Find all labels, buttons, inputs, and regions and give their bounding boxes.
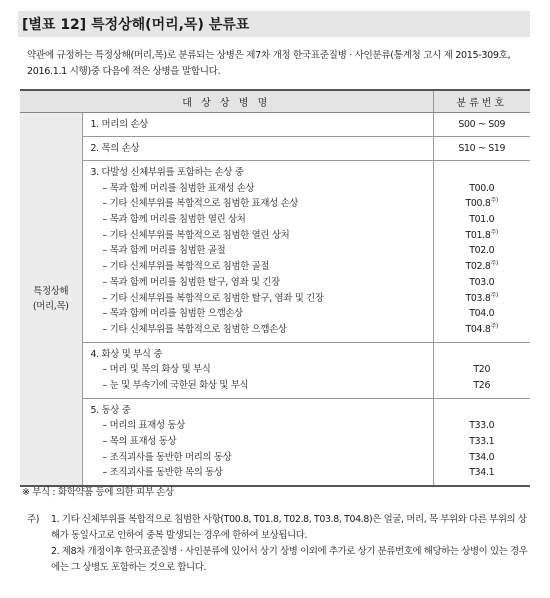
group-code-cell <box>433 342 530 398</box>
footnote-1 <box>27 512 532 544</box>
page-title: [별표 12] 특정상해(머리,목) 분류표 <box>22 17 250 33</box>
sub-item-code-wrap <box>434 212 531 228</box>
footnote-mark <box>27 544 51 576</box>
sub-item-code-wrap <box>434 259 531 275</box>
table-row <box>20 342 530 398</box>
sub-item-name: – 머리 및 목의 화상 및 부식 <box>102 364 211 376</box>
footnote-2 <box>27 544 532 576</box>
sub-item-name: – 눈 및 부속기에 국한된 화상 및 부식 <box>102 379 249 391</box>
sub-item-name: – 기타 신체부위를 복합적으로 침범한 탈구, 염좌 및 긴장 <box>102 292 324 304</box>
group-name-cell <box>82 398 433 486</box>
sub-item-code: T01.8 <box>465 229 491 241</box>
sub-item-code: T02.8 <box>465 261 491 273</box>
group-code-cell <box>433 161 530 343</box>
footnote-ref: 주) <box>490 291 499 299</box>
category-label-line2: (머리,목) <box>32 301 69 313</box>
sub-item-code-wrap <box>434 306 531 322</box>
sub-item-name: – 기타 신체부위를 복합적으로 침범한 으깸손상 <box>102 323 287 335</box>
sub-item-name: – 기타 신체부위를 복합적으로 침범한 골절 <box>102 261 270 273</box>
sub-item-code: T33.1 <box>469 436 495 447</box>
footnotes <box>27 512 532 576</box>
intro-paragraph: 약관에 규정하는 특정상해(머리,목)로 분류되는 상병은 제7차 개정 한국표준질병 · 사인분류(통계청 고시 제 2015-309호, 2016.1.1 시행)중 다음에 적은 상병을 말합니다. <box>27 50 511 77</box>
group-code-cell <box>433 398 530 486</box>
group-code-cell <box>433 137 530 161</box>
table-row <box>20 137 530 161</box>
sub-item-name: – 머리의 표재성 동상 <box>102 420 185 432</box>
sub-item-code: T00.0 <box>469 182 495 194</box>
group-title: 4. 화상 및 부식 중 <box>90 348 163 360</box>
sub-item-code-wrap <box>434 228 531 244</box>
sub-item-code-wrap <box>434 465 531 481</box>
sub-item-name: – 목과 함께 머리를 침범한 탈구, 염좌 및 긴장 <box>102 276 280 288</box>
sub-item-name: – 기타 신체부위를 복합적으로 침범한 열린 상처 <box>102 229 290 241</box>
table-row <box>20 113 530 137</box>
group-title: 2. 목의 손상 <box>90 142 140 154</box>
sub-item-name: – 조직괴사를 동반한 목의 동상 <box>102 467 223 479</box>
group-name-cell <box>82 137 433 161</box>
title-bar <box>18 11 530 37</box>
footnote-text: 1. 기타 신체부위를 복합적으로 침범한 사항(T00.8, T01.8, T02.8, T03.8, T04.8)은 얼굴, 머리, 목 부위와 다른 부위의 상해가 동일사고로 인하여 중복 발생되는 경우에 한하여 보상됩니다. <box>51 514 527 541</box>
sub-item-code-wrap <box>434 275 531 291</box>
sub-item-code: T01.0 <box>469 214 495 226</box>
sub-item-code: T03.0 <box>469 276 495 288</box>
sub-item-name: – 목의 표재성 동상 <box>102 436 177 447</box>
sub-item-code: T26 <box>473 379 491 391</box>
sub-item-code-wrap <box>434 434 531 450</box>
sub-item-name: – 기타 신체부위를 복합적으로 침범한 표재성 손상 <box>102 198 299 210</box>
classification-table <box>20 89 530 487</box>
table-row <box>20 398 530 486</box>
group-title: 1. 머리의 손상 <box>90 118 148 130</box>
sub-item-name: – 목과 함께 머리를 침범한 열린 상처 <box>102 214 246 226</box>
sub-item-code-wrap <box>434 450 531 466</box>
sub-item-name: – 조직괴사를 동반한 머리의 동상 <box>102 451 232 463</box>
sub-item-code: T33.0 <box>469 420 495 432</box>
group-code: S00 ~ S09 <box>458 118 506 130</box>
sub-item-code-wrap <box>434 291 531 307</box>
footnote-ref: 주) <box>490 228 499 236</box>
sub-item-code: T00.8 <box>465 198 491 210</box>
footnote-ref: 주) <box>490 197 499 205</box>
header-disease-name: 대 상 상 병 명 <box>20 90 433 113</box>
sub-item-code: T04.0 <box>469 308 495 320</box>
category-cell <box>20 113 82 487</box>
sub-item-name: – 목과 함께 머리를 침범한 으깸손상 <box>102 308 243 320</box>
sub-item-code: T34.1 <box>469 467 495 479</box>
sub-item-code: T34.0 <box>469 451 495 463</box>
group-name-cell <box>82 161 433 343</box>
sub-item-code-wrap <box>434 196 531 212</box>
sub-item-code: T04.8 <box>465 323 491 335</box>
sub-item-code-wrap <box>434 181 531 197</box>
sub-item-code: T03.8 <box>465 292 491 304</box>
group-name-cell <box>82 342 433 398</box>
header-classification-code: 분류번호 <box>433 90 530 113</box>
sub-item-code-wrap <box>434 322 531 338</box>
sub-item-code-wrap <box>434 362 531 378</box>
sub-item-code: T02.0 <box>469 245 495 257</box>
sub-item-name: – 목과 함께 머리를 침범한 골절 <box>102 245 226 257</box>
table-row <box>20 161 530 343</box>
sub-item-code-wrap <box>434 418 531 434</box>
table-header-row <box>20 90 530 113</box>
sub-item-name: – 목과 함께 머리를 침범한 표재성 손상 <box>102 182 255 194</box>
footnote-mark: 주) <box>27 514 40 525</box>
group-code: S10 ~ S19 <box>458 142 506 154</box>
category-label-line1: 특정상해 <box>33 286 69 298</box>
group-code-cell <box>433 113 530 137</box>
corrosion-note: ※ 부식 : 화학약품 등에 의한 피부 손상 <box>22 487 174 498</box>
group-title: 3. 다발성 신체부위를 포함하는 손상 중 <box>90 167 244 178</box>
footnote-text: 2. 제8차 개정이후 한국표준질병 · 사인분류에 있어서 상기 상병 이외에 추가로 상기 분류번호에 해당하는 상병이 있는 경우에는 그 상병도 포함하는 것으로 합니다. <box>51 546 528 573</box>
sub-item-code-wrap <box>434 378 531 394</box>
sub-item-code-wrap <box>434 243 531 259</box>
footnote-ref: 주) <box>490 260 499 268</box>
sub-item-code: T20 <box>473 364 491 376</box>
group-name-cell <box>82 113 433 137</box>
footnote-ref: 주) <box>490 322 499 330</box>
group-title: 5. 동상 중 <box>90 404 131 416</box>
